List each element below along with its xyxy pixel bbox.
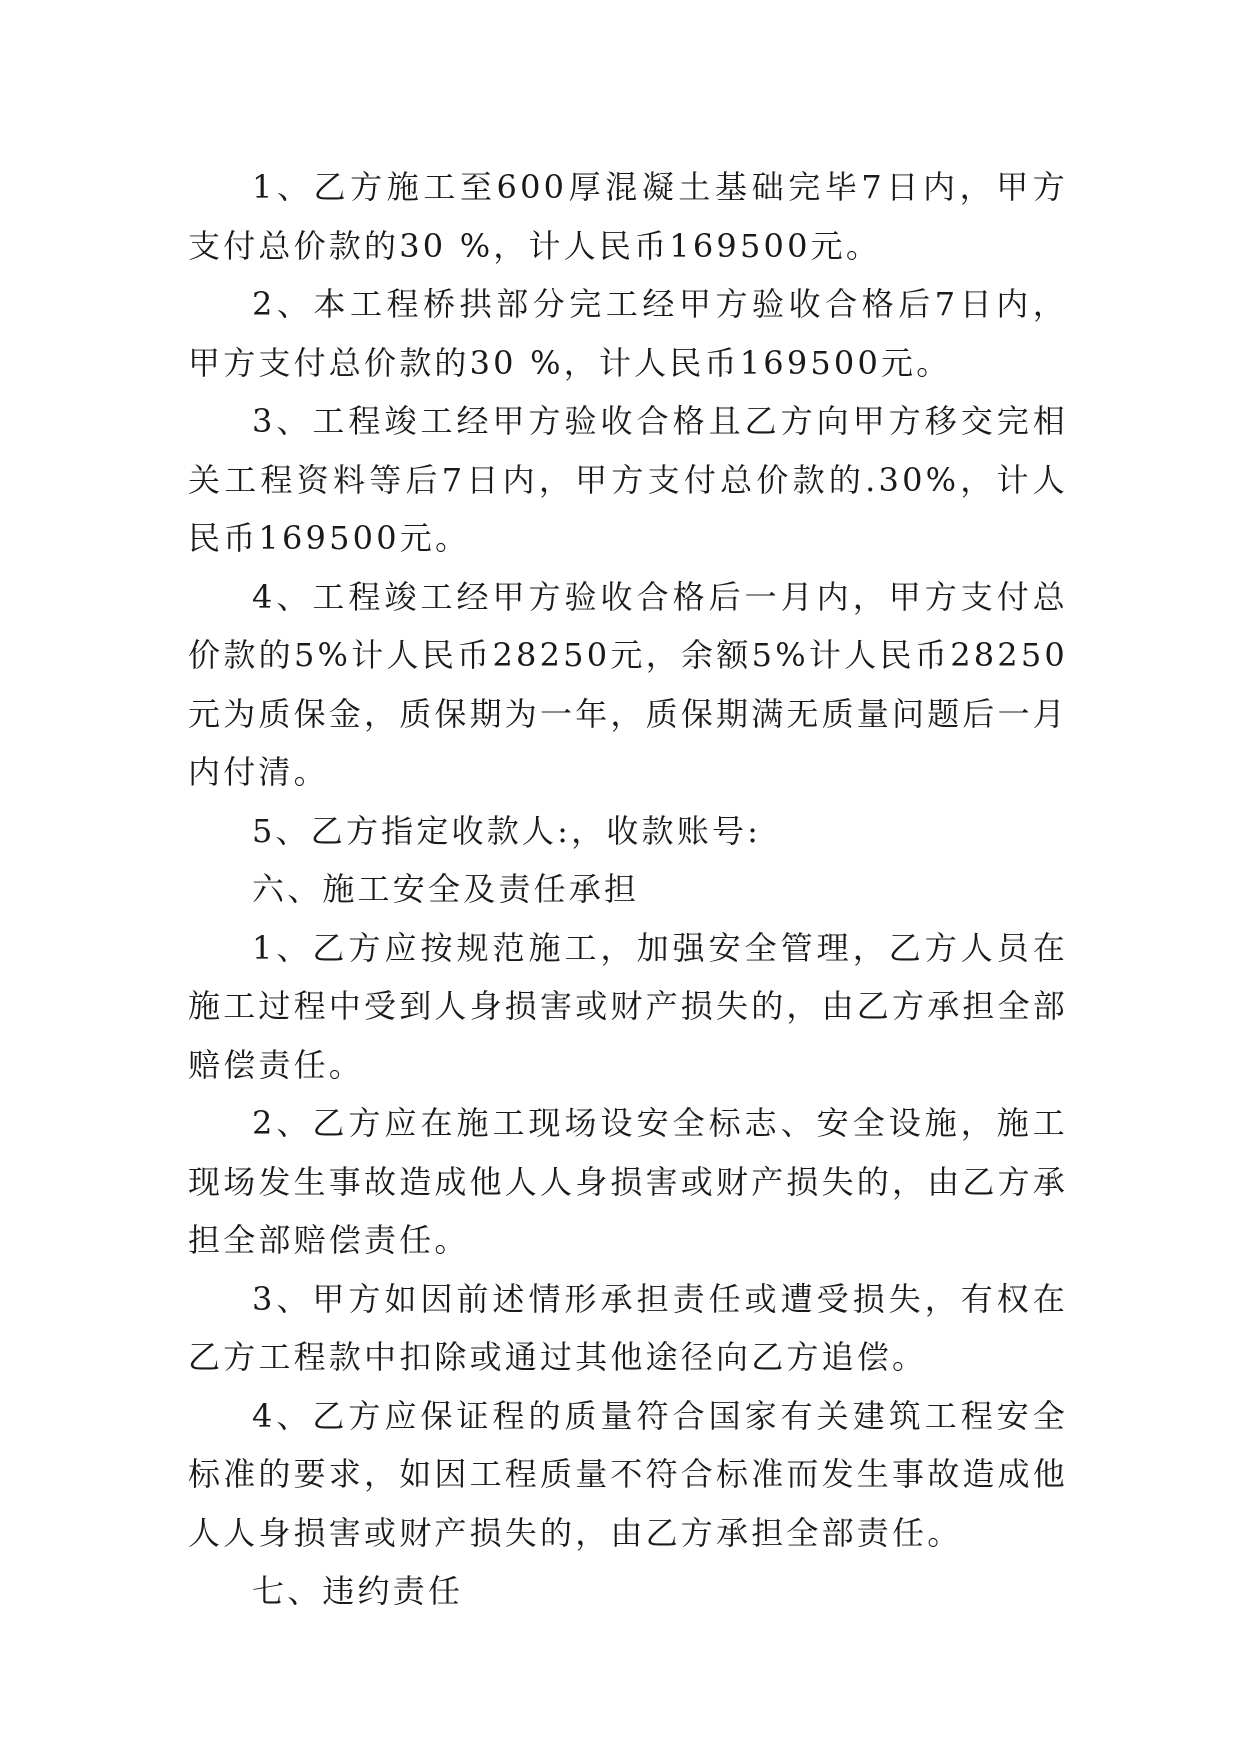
- safety-clause-3: 3、甲方如因前述情形承担责任或遭受损失，有权在乙方工程款中扣除或通过其他途径向乙方追偿。: [188, 1279, 1068, 1376]
- document-body: [188, 158, 1068, 1621]
- payment-clause-2: 2、本工程桥拱部分完工经甲方验收合格后7日内，甲方支付总价款的30 %，计人民币169500元。: [188, 285, 1068, 382]
- payment-clause-1: 1、乙方施工至600厚混凝土基础完毕7日内，甲方支付总价款的30 %，计人民币169500元。: [188, 168, 1068, 265]
- safety-clause-1: 1、乙方应按规范施工，加强安全管理，乙方人员在施工过程中受到人身损害或财产损失的，由乙方承担全部赔偿责任。: [188, 928, 1069, 1084]
- section-heading-breach: 七、违约责任: [252, 1572, 464, 1610]
- payment-clause-3: 3、工程竣工经甲方验收合格且乙方向甲方移交完相关工程资料等后7日内，甲方支付总价款的.30%，计人民币169500元。: [188, 402, 1068, 557]
- payment-clause-5: 5、乙方指定收款人:，收款账号:: [252, 811, 762, 850]
- payment-clause-4: 4、工程竣工经甲方验收合格后一月内，甲方支付总价款的5%计人民币28250元，余额5%计人民币28250元为质保金，质保期为一年，质保期满无质量问题后一月内付清。: [188, 577, 1069, 791]
- section-heading-safety: 六、施工安全及责任承担: [252, 870, 640, 908]
- safety-clause-2: 2、乙方应在施工现场设安全标志、安全设施，施工现场发生事故造成他人人身损害或财产损失的，由乙方承担全部赔偿责任。: [188, 1104, 1069, 1259]
- safety-clause-4: 4、乙方应保证程的质量符合国家有关建筑工程安全标准的要求，如因工程质量不符合标准而发生事故造成他人人身损害或财产损失的，由乙方承担全部责任。: [188, 1396, 1069, 1552]
